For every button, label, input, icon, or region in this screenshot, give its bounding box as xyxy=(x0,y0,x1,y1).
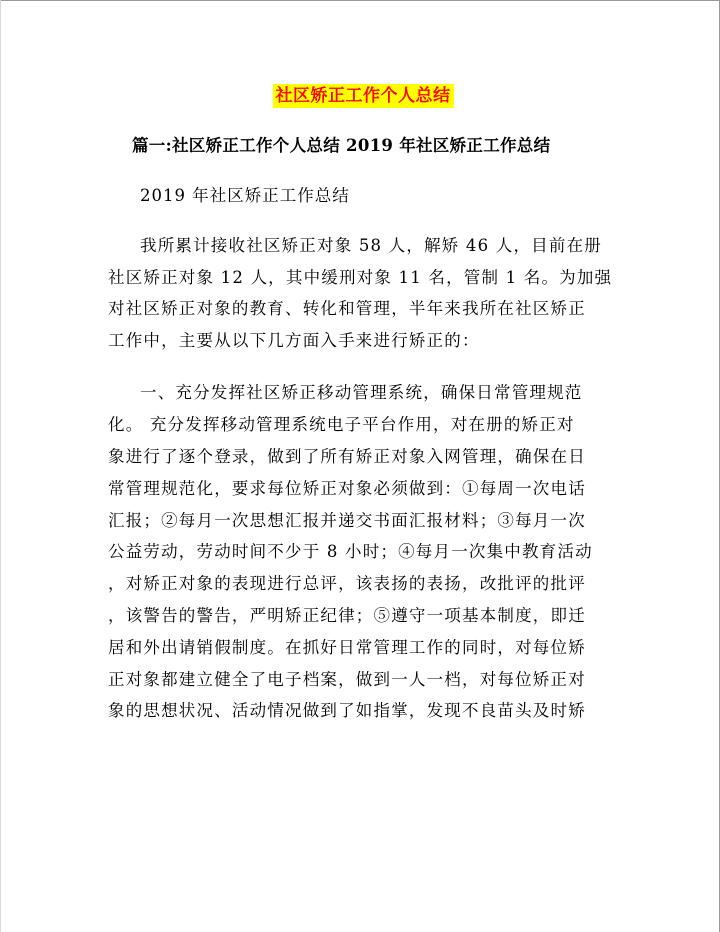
paragraph-line: ，该警告的警告，严明矫正纪律；⑤遵守一项基本制度，即迁 xyxy=(108,605,586,625)
paragraph-line: ，对矫正对象的表现进行总评，该表扬的表扬，改批评的批评 xyxy=(108,574,586,594)
paragraph-line: 我所累计接收社区矫正对象 58 人，解矫 46 人，目前在册 xyxy=(140,236,602,255)
paragraph-line: 工作中，主要从以下几方面入手来进行矫正的： xyxy=(108,330,480,350)
document-subtitle: 篇一:社区矫正工作个人总结 2019 年社区矫正工作总结 xyxy=(132,136,551,155)
document-body xyxy=(108,84,618,727)
paragraph-line: 象的思想状况、活动情况做到了如指掌，发现不良苗头及时矫 xyxy=(108,701,586,721)
section-heading: 2019 年社区矫正工作总结 xyxy=(140,186,350,205)
document-title: 社区矫正工作个人总结 xyxy=(273,84,454,108)
paragraph-line: 居和外出请销假制度。在抓好日常管理工作的同时，对每位矫 xyxy=(108,637,586,657)
paragraph-line: 一、充分发挥社区矫正移动管理系统，确保日常管理规范 xyxy=(140,383,583,403)
paragraph-1 xyxy=(108,230,618,356)
paragraph-2 xyxy=(108,377,618,727)
paragraph-line: 汇报；②每月一次思想汇报并递交书面汇报材料；③每月一次 xyxy=(108,510,586,530)
paragraph-line: 对社区矫正对象的教育、转化和管理，半年来我所在社区矫正 xyxy=(108,299,586,319)
paragraph-line: 正对象都建立健全了电子档案，做到一人一档，对每位矫正对 xyxy=(108,669,586,689)
page-edge-top xyxy=(0,0,720,1)
paragraph-line: 象进行了逐个登录，做到了所有矫正对象入网管理，确保在日 xyxy=(108,446,586,466)
paragraph-line: 公益劳动，劳动时间不少于 8 小时；④每月一次集中教育活动 xyxy=(108,542,593,562)
page-edge-left xyxy=(0,0,1,932)
paragraph-line: 社区矫正对象 12 人，其中缓刑对象 11 名，管制 1 名。为加强 xyxy=(108,267,613,287)
title-container xyxy=(108,84,618,116)
paragraph-line: 常管理规范化，要求每位矫正对象必须做到：①每周一次电话 xyxy=(108,478,586,498)
paragraph-line: 化。 充分发挥移动管理系统电子平台作用，对在册的矫正对 xyxy=(108,415,575,435)
